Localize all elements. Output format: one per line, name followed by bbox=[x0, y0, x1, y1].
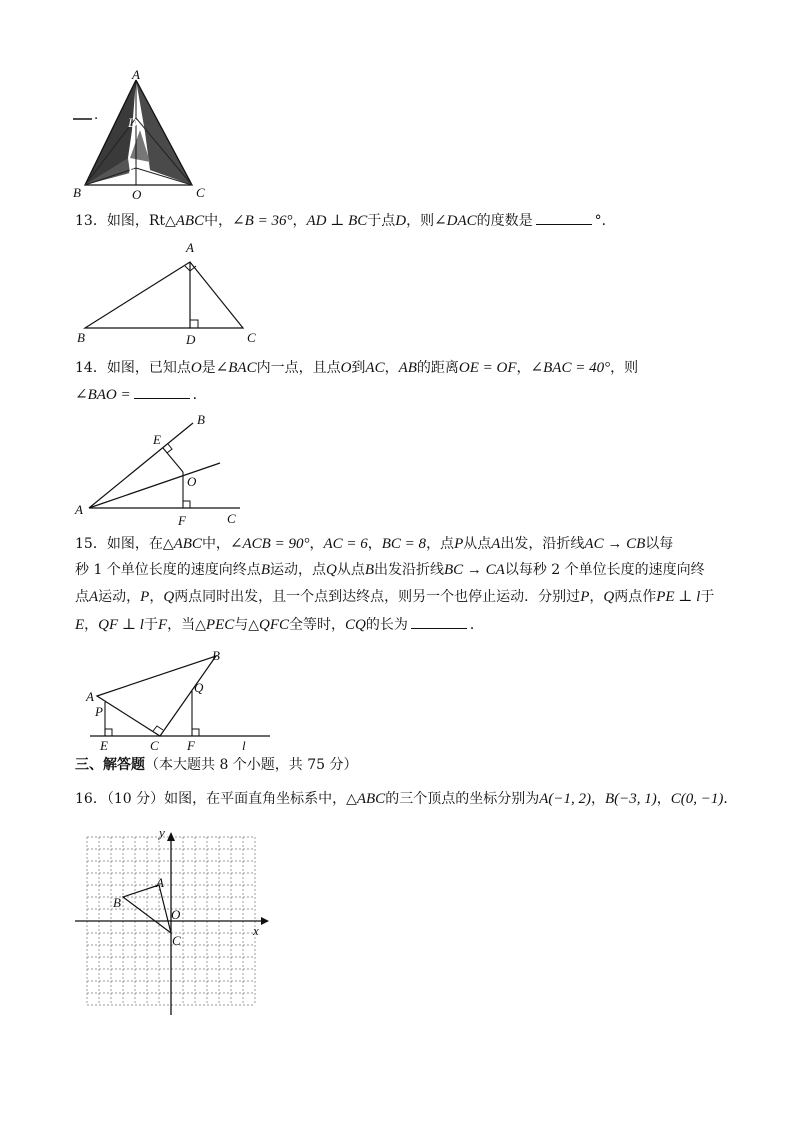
q15-text: 以每秒 2 个单位长度的速度向终 bbox=[504, 562, 705, 578]
question-15-line1 bbox=[75, 531, 673, 558]
q15-math: PEC bbox=[205, 617, 235, 633]
q15-math: AC = 6 bbox=[323, 536, 368, 552]
q15-text: 从点 bbox=[336, 562, 365, 578]
q15-math: B bbox=[364, 562, 374, 578]
q13-diagram bbox=[75, 238, 275, 348]
q15-text: 两点作 bbox=[614, 589, 657, 605]
section-title: 三、解答题 bbox=[75, 757, 145, 773]
q15-math: B bbox=[260, 562, 270, 578]
q13-math: ABC bbox=[175, 213, 205, 229]
q13-label-B: B bbox=[77, 330, 85, 345]
q13-text: 中， bbox=[204, 213, 233, 229]
q14-math: ∠BAO = bbox=[75, 387, 131, 403]
q14-label-F: F bbox=[178, 513, 186, 528]
q14-text: 到 bbox=[351, 360, 366, 376]
q14-diagram bbox=[75, 408, 265, 528]
q14-label-E: E bbox=[153, 432, 161, 447]
q15-math: CQ bbox=[345, 617, 366, 633]
q15-math: A bbox=[491, 536, 501, 552]
q14-label-O: O bbox=[187, 474, 197, 489]
q16-text: 16．（10 分）如图，在平面直角坐标系中，△ bbox=[75, 791, 357, 807]
q13-label-D: D bbox=[186, 332, 196, 347]
q15-text: ， bbox=[309, 536, 324, 552]
q14-math: O bbox=[340, 360, 352, 376]
q15-math: QF ⊥ l bbox=[98, 617, 144, 633]
q16-math: A(−1, 2) bbox=[539, 791, 591, 807]
q15-math: BC = 8 bbox=[381, 536, 427, 552]
q15-label-B: B bbox=[212, 648, 220, 663]
q14-text: 14．如图，已知点 bbox=[75, 360, 191, 376]
q15-math: P bbox=[580, 589, 590, 605]
q14-text: ， bbox=[516, 360, 531, 376]
question-15-line2 bbox=[75, 557, 705, 584]
q16-label-C: C bbox=[172, 933, 181, 948]
q15-math: Q bbox=[325, 562, 337, 578]
q16-label-O: O bbox=[171, 907, 181, 922]
q16-math: C(0, −1) bbox=[670, 791, 724, 807]
answer-blank[interactable] bbox=[536, 210, 592, 225]
q15-text: 运动， bbox=[98, 589, 141, 605]
q13-text: 于点 bbox=[367, 213, 396, 229]
q14-label-C: C bbox=[227, 511, 236, 526]
q12-label-O: O bbox=[132, 187, 142, 202]
x-axis-arrow bbox=[261, 917, 269, 925]
q15-text: 点 bbox=[75, 589, 89, 605]
q14-math: OE = OF bbox=[458, 360, 517, 376]
q15-math: Q bbox=[163, 589, 175, 605]
q15-text: 15．如图，在△ bbox=[75, 536, 174, 552]
q16-label-A: A bbox=[156, 875, 164, 890]
q15-text: 运动，点 bbox=[269, 562, 326, 578]
q16-label-B: B bbox=[113, 895, 121, 910]
q16-math: B(−3, 1) bbox=[604, 791, 657, 807]
q13-text: °． bbox=[594, 213, 616, 229]
question-16 bbox=[75, 786, 737, 813]
axis-label-x: x bbox=[253, 923, 259, 938]
q14-math: AB bbox=[398, 360, 417, 376]
question-15-line4 bbox=[75, 612, 484, 639]
q15-text: 中， bbox=[201, 536, 230, 552]
q12-label-B: B bbox=[73, 185, 81, 200]
q16-text: ． bbox=[723, 791, 738, 807]
q14-text: ． bbox=[192, 387, 207, 403]
q15-math: F bbox=[157, 617, 168, 633]
q15-text: 与△ bbox=[234, 617, 260, 633]
q15-text: ． bbox=[469, 617, 484, 633]
q15-label-C: C bbox=[150, 738, 159, 753]
q14-math: ∠BAC bbox=[215, 360, 257, 376]
q14-label-B: B bbox=[197, 412, 205, 427]
q15-label-l: l bbox=[242, 738, 246, 753]
q13-text: ， bbox=[292, 213, 307, 229]
question-13 bbox=[75, 208, 616, 235]
q12-label-D: D bbox=[128, 115, 138, 130]
q12-diagram bbox=[70, 67, 220, 202]
question-14-line1 bbox=[75, 355, 638, 382]
q15-text: 出发，沿折线 bbox=[500, 536, 585, 552]
q13-text: 的度数是 bbox=[476, 213, 533, 229]
q15-math: ABC bbox=[173, 536, 202, 552]
answer-blank[interactable] bbox=[134, 384, 190, 399]
q13-math: D bbox=[395, 213, 407, 229]
axis-label-y: y bbox=[159, 825, 165, 840]
q15-text: 从点 bbox=[463, 536, 492, 552]
q14-math: ∠BAC = 40° bbox=[530, 360, 611, 376]
q14-label-A: A bbox=[75, 502, 83, 517]
q15-text: ， bbox=[589, 589, 604, 605]
question-15-line3 bbox=[75, 584, 714, 611]
q16-coordinate-grid bbox=[75, 825, 275, 1025]
q15-math: PE ⊥ l bbox=[656, 589, 701, 605]
q15-label-F: F bbox=[187, 738, 195, 753]
section-3-heading bbox=[75, 752, 358, 779]
q15-label-E: E bbox=[100, 738, 108, 753]
q15-text: 全等时， bbox=[289, 617, 346, 633]
q15-math: AC → CB bbox=[584, 536, 646, 552]
y-axis-arrow bbox=[167, 832, 175, 841]
q15-text: 两点同时出发，且一个点到达终点，则另一个也停止运动．分别过 bbox=[174, 589, 581, 605]
q15-math: P bbox=[454, 536, 464, 552]
q15-diagram bbox=[80, 646, 280, 756]
q15-label-P: P bbox=[95, 704, 103, 719]
q14-text: 是 bbox=[201, 360, 216, 376]
q15-text: ，当△ bbox=[167, 617, 206, 633]
q15-text: ， bbox=[367, 536, 382, 552]
q13-math: ∠DAC bbox=[434, 213, 477, 229]
q15-text: ， bbox=[149, 589, 164, 605]
q15-label-A: A bbox=[86, 689, 94, 704]
question-14-line2 bbox=[75, 382, 207, 409]
q16-text: ， bbox=[590, 791, 605, 807]
q12-dot: . bbox=[94, 108, 99, 123]
q15-math: E bbox=[75, 617, 85, 633]
q15-text: 出发沿折线 bbox=[374, 562, 444, 578]
q16-math: ABC bbox=[356, 791, 386, 807]
q15-label-Q: Q bbox=[194, 680, 204, 695]
q12-figure bbox=[70, 67, 220, 202]
q12-label-E: E bbox=[128, 162, 136, 177]
q15-math: P bbox=[140, 589, 150, 605]
q15-text: ，点 bbox=[426, 536, 455, 552]
q13-text: 如图，Rt△ bbox=[106, 213, 176, 229]
q14-math: O bbox=[190, 360, 202, 376]
q15-math: ∠ACB = 90° bbox=[229, 536, 310, 552]
q15-text: ， bbox=[84, 617, 99, 633]
q13-text: ，则 bbox=[406, 213, 435, 229]
q15-math: QFC bbox=[259, 617, 290, 633]
q16-text: 的三个顶点的坐标分别为 bbox=[385, 791, 540, 807]
q15-text: 以每 bbox=[645, 536, 674, 552]
q16-text: ， bbox=[656, 791, 671, 807]
q14-text: ，则 bbox=[610, 360, 639, 376]
q14-text: ， bbox=[384, 360, 399, 376]
q14-text: 的距离 bbox=[416, 360, 459, 376]
q13-label-C: C bbox=[247, 330, 256, 345]
q15-math: BC → CA bbox=[444, 562, 505, 578]
q12-label-A: A bbox=[132, 67, 140, 82]
q13-math: ∠B = 36° bbox=[232, 213, 293, 229]
answer-blank[interactable] bbox=[411, 614, 467, 629]
q13-label-A: A bbox=[186, 240, 194, 255]
q13-math: AD ⊥ BC bbox=[306, 213, 368, 229]
q15-math: Q bbox=[603, 589, 615, 605]
q15-math: A bbox=[89, 589, 99, 605]
section-note: （本大题共 8 个小题，共 75 分） bbox=[145, 757, 358, 773]
q15-text: 于 bbox=[143, 617, 158, 633]
q15-text: 于 bbox=[700, 589, 715, 605]
q13-number: 13． bbox=[75, 213, 107, 229]
q14-math: AC bbox=[365, 360, 385, 376]
q15-text: 秒 1 个单位长度的速度向终点 bbox=[75, 562, 261, 578]
q15-text: 的长为 bbox=[365, 617, 408, 633]
q14-text: 内一点，且点 bbox=[256, 360, 341, 376]
q12-label-C: C bbox=[196, 185, 205, 200]
